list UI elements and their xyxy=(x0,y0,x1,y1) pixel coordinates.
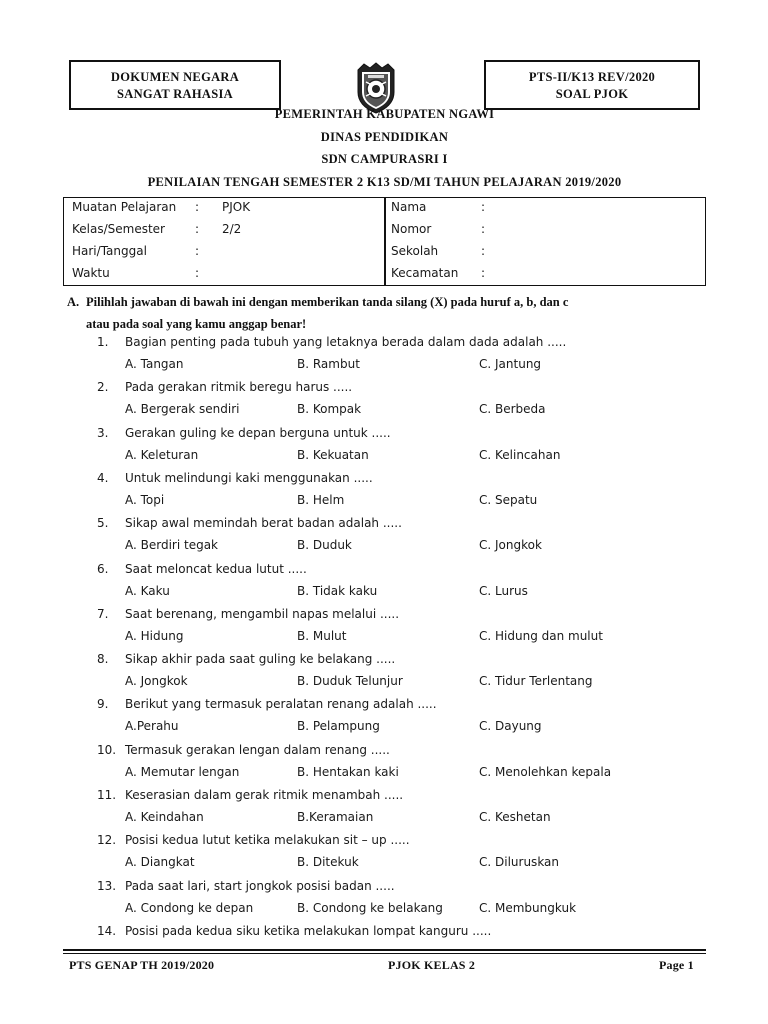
question-number: 3. xyxy=(97,426,109,440)
info-colon: : xyxy=(481,244,486,258)
option-a[interactable]: A. Condong ke depan xyxy=(125,901,254,915)
option-b[interactable]: B. Condong ke belakang xyxy=(297,901,443,915)
page-number: Page 1 xyxy=(659,958,694,972)
question-number: 6. xyxy=(97,562,109,576)
footer-rule xyxy=(63,949,706,951)
question-text: Saat berenang, mengambil napas melalui ..... xyxy=(125,607,400,621)
footer-rule xyxy=(63,953,706,954)
option-c[interactable]: C. Keshetan xyxy=(479,810,551,824)
question-number: 10. xyxy=(97,743,117,757)
question-number: 8. xyxy=(97,652,109,666)
question-text: Sikap awal memindah berat badan adalah ..... xyxy=(125,516,402,530)
option-b[interactable]: B. Helm xyxy=(297,493,345,507)
option-a[interactable]: A. Kaku xyxy=(125,584,170,598)
question-number: 5. xyxy=(97,516,109,530)
document-code-line1: PTS-II/K13 REV/2020 xyxy=(528,70,656,84)
info-colon: : xyxy=(481,266,486,280)
info-colon: : xyxy=(195,200,200,214)
info-value-subject: PJOK xyxy=(222,200,251,214)
question-text: Pada gerakan ritmik beregu harus ..... xyxy=(125,380,353,394)
info-colon: : xyxy=(481,222,486,236)
info-label-subject: Muatan Pelajaran xyxy=(72,200,177,214)
option-a[interactable]: A. Jongkok xyxy=(125,674,188,688)
question-number: 2. xyxy=(97,380,109,394)
exam-title: PENILAIAN TENGAH SEMESTER 2 K13 SD/MI TAHUN PELAJARAN 2019/2020 xyxy=(147,175,622,189)
classification-line2: SANGAT RAHASIA xyxy=(117,87,233,101)
option-c[interactable]: C. Lurus xyxy=(479,584,528,598)
info-colon: : xyxy=(481,200,486,214)
question-number: 7. xyxy=(97,607,109,621)
footer-exam-label: PTS GENAP TH 2019/2020 xyxy=(69,958,215,972)
department-title: DINAS PENDIDIKAN xyxy=(320,130,449,144)
option-c[interactable]: C. Membungkuk xyxy=(479,901,577,915)
question-number: 9. xyxy=(97,697,109,711)
option-c[interactable]: C. Menolehkan kepala xyxy=(479,765,612,779)
question-number: 1. xyxy=(97,335,109,349)
question-text: Saat meloncat kedua lutut ..... xyxy=(125,562,307,576)
info-label-school: Sekolah xyxy=(391,244,439,258)
question-text: Posisi kedua lutut ketika melakukan sit – up ..... xyxy=(125,833,410,847)
question-text: Sikap akhir pada saat guling ke belakang ..... xyxy=(125,652,396,666)
school-title: SDN CAMPURASRI I xyxy=(321,152,448,166)
option-a[interactable]: A. Memutar lengan xyxy=(125,765,240,779)
document-code-box xyxy=(484,60,700,110)
option-b[interactable]: B. Kekuatan xyxy=(297,448,369,462)
question-number: 11. xyxy=(97,788,117,802)
option-b[interactable]: B. Ditekuk xyxy=(297,855,359,869)
option-a[interactable]: A.Perahu xyxy=(125,719,179,733)
option-c[interactable]: C. Jantung xyxy=(479,357,542,371)
instruction-line2: atau pada soal yang kamu anggap benar! xyxy=(86,317,307,331)
question-text: Untuk melindungi kaki menggunakan ..... xyxy=(125,471,373,485)
option-c[interactable]: C. Berbeda xyxy=(479,402,546,416)
question-number: 13. xyxy=(97,879,117,893)
question-number: 14. xyxy=(97,924,117,938)
instruction-line1: Pilihlah jawaban di bawah ini dengan memberikan tanda silang (X) pada huruf a, b, dan c xyxy=(86,295,569,309)
info-label-class: Kelas/Semester xyxy=(72,222,165,236)
option-c[interactable]: C. Dayung xyxy=(479,719,542,733)
info-label-date: Hari/Tanggal xyxy=(72,244,147,258)
section-letter: A. xyxy=(67,295,80,309)
option-b[interactable]: B. Duduk xyxy=(297,538,352,552)
info-colon: : xyxy=(195,244,200,258)
option-b[interactable]: B. Pelampung xyxy=(297,719,380,733)
option-c[interactable]: C. Kelincahan xyxy=(479,448,561,462)
question-text: Termasuk gerakan lengan dalam renang ..... xyxy=(125,743,390,757)
option-a[interactable]: A. Topi xyxy=(125,493,165,507)
info-colon: : xyxy=(195,266,200,280)
option-a[interactable]: A. Hidung xyxy=(125,629,184,643)
option-b[interactable]: B.Keramaian xyxy=(297,810,374,824)
option-a[interactable]: A. Berdiri tegak xyxy=(125,538,219,552)
question-number: 12. xyxy=(97,833,117,847)
classification-box xyxy=(69,60,281,110)
option-b[interactable]: B. Mulut xyxy=(297,629,347,643)
info-label-time: Waktu xyxy=(72,266,110,280)
option-b[interactable]: B. Hentakan kaki xyxy=(297,765,399,779)
option-a[interactable]: A. Tangan xyxy=(125,357,184,371)
info-label-number: Nomor xyxy=(391,222,432,236)
question-text: Gerakan guling ke depan berguna untuk ..... xyxy=(125,426,391,440)
option-c[interactable]: C. Hidung dan mulut xyxy=(479,629,603,643)
classification-line1: DOKUMEN NEGARA xyxy=(110,70,240,84)
question-text: Pada saat lari, start jongkok posisi badan ..... xyxy=(125,879,395,893)
option-a[interactable]: A. Keleturan xyxy=(125,448,199,462)
footer-subject-label: PJOK KELAS 2 xyxy=(388,958,476,972)
info-colon: : xyxy=(195,222,200,236)
option-b[interactable]: B. Kompak xyxy=(297,402,362,416)
info-value-class: 2/2 xyxy=(222,222,242,236)
option-c[interactable]: C. Jongkok xyxy=(479,538,542,552)
option-a[interactable]: A. Diangkat xyxy=(125,855,195,869)
student-info-table xyxy=(63,197,706,286)
option-b[interactable]: B. Rambut xyxy=(297,357,360,371)
question-number: 4. xyxy=(97,471,109,485)
info-label-district: Kecamatan xyxy=(391,266,459,280)
question-text: Posisi pada kedua siku ketika melakukan lompat kanguru ..... xyxy=(125,924,492,938)
info-label-name: Nama xyxy=(391,200,427,214)
option-c[interactable]: C. Tidur Terlentang xyxy=(479,674,593,688)
info-table-divider xyxy=(384,198,386,285)
question-text: Berikut yang termasuk peralatan renang adalah ..... xyxy=(125,697,437,711)
option-b[interactable]: B. Tidak kaku xyxy=(297,584,378,598)
option-b[interactable]: B. Duduk Telunjur xyxy=(297,674,403,688)
question-text: Keserasian dalam gerak ritmik menambah ..... xyxy=(125,788,404,802)
question-text: Bagian penting pada tubuh yang letaknya berada dalam dada adalah ..... xyxy=(125,335,567,349)
option-c[interactable]: C. Diluruskan xyxy=(479,855,560,869)
option-a[interactable]: A. Bergerak sendiri xyxy=(125,402,240,416)
option-c[interactable]: C. Sepatu xyxy=(479,493,538,507)
document-code-line2: SOAL PJOK xyxy=(555,87,629,101)
government-title: PEMERINTAH KABUPATEN NGAWI xyxy=(274,107,495,121)
option-a[interactable]: A. Keindahan xyxy=(125,810,204,824)
